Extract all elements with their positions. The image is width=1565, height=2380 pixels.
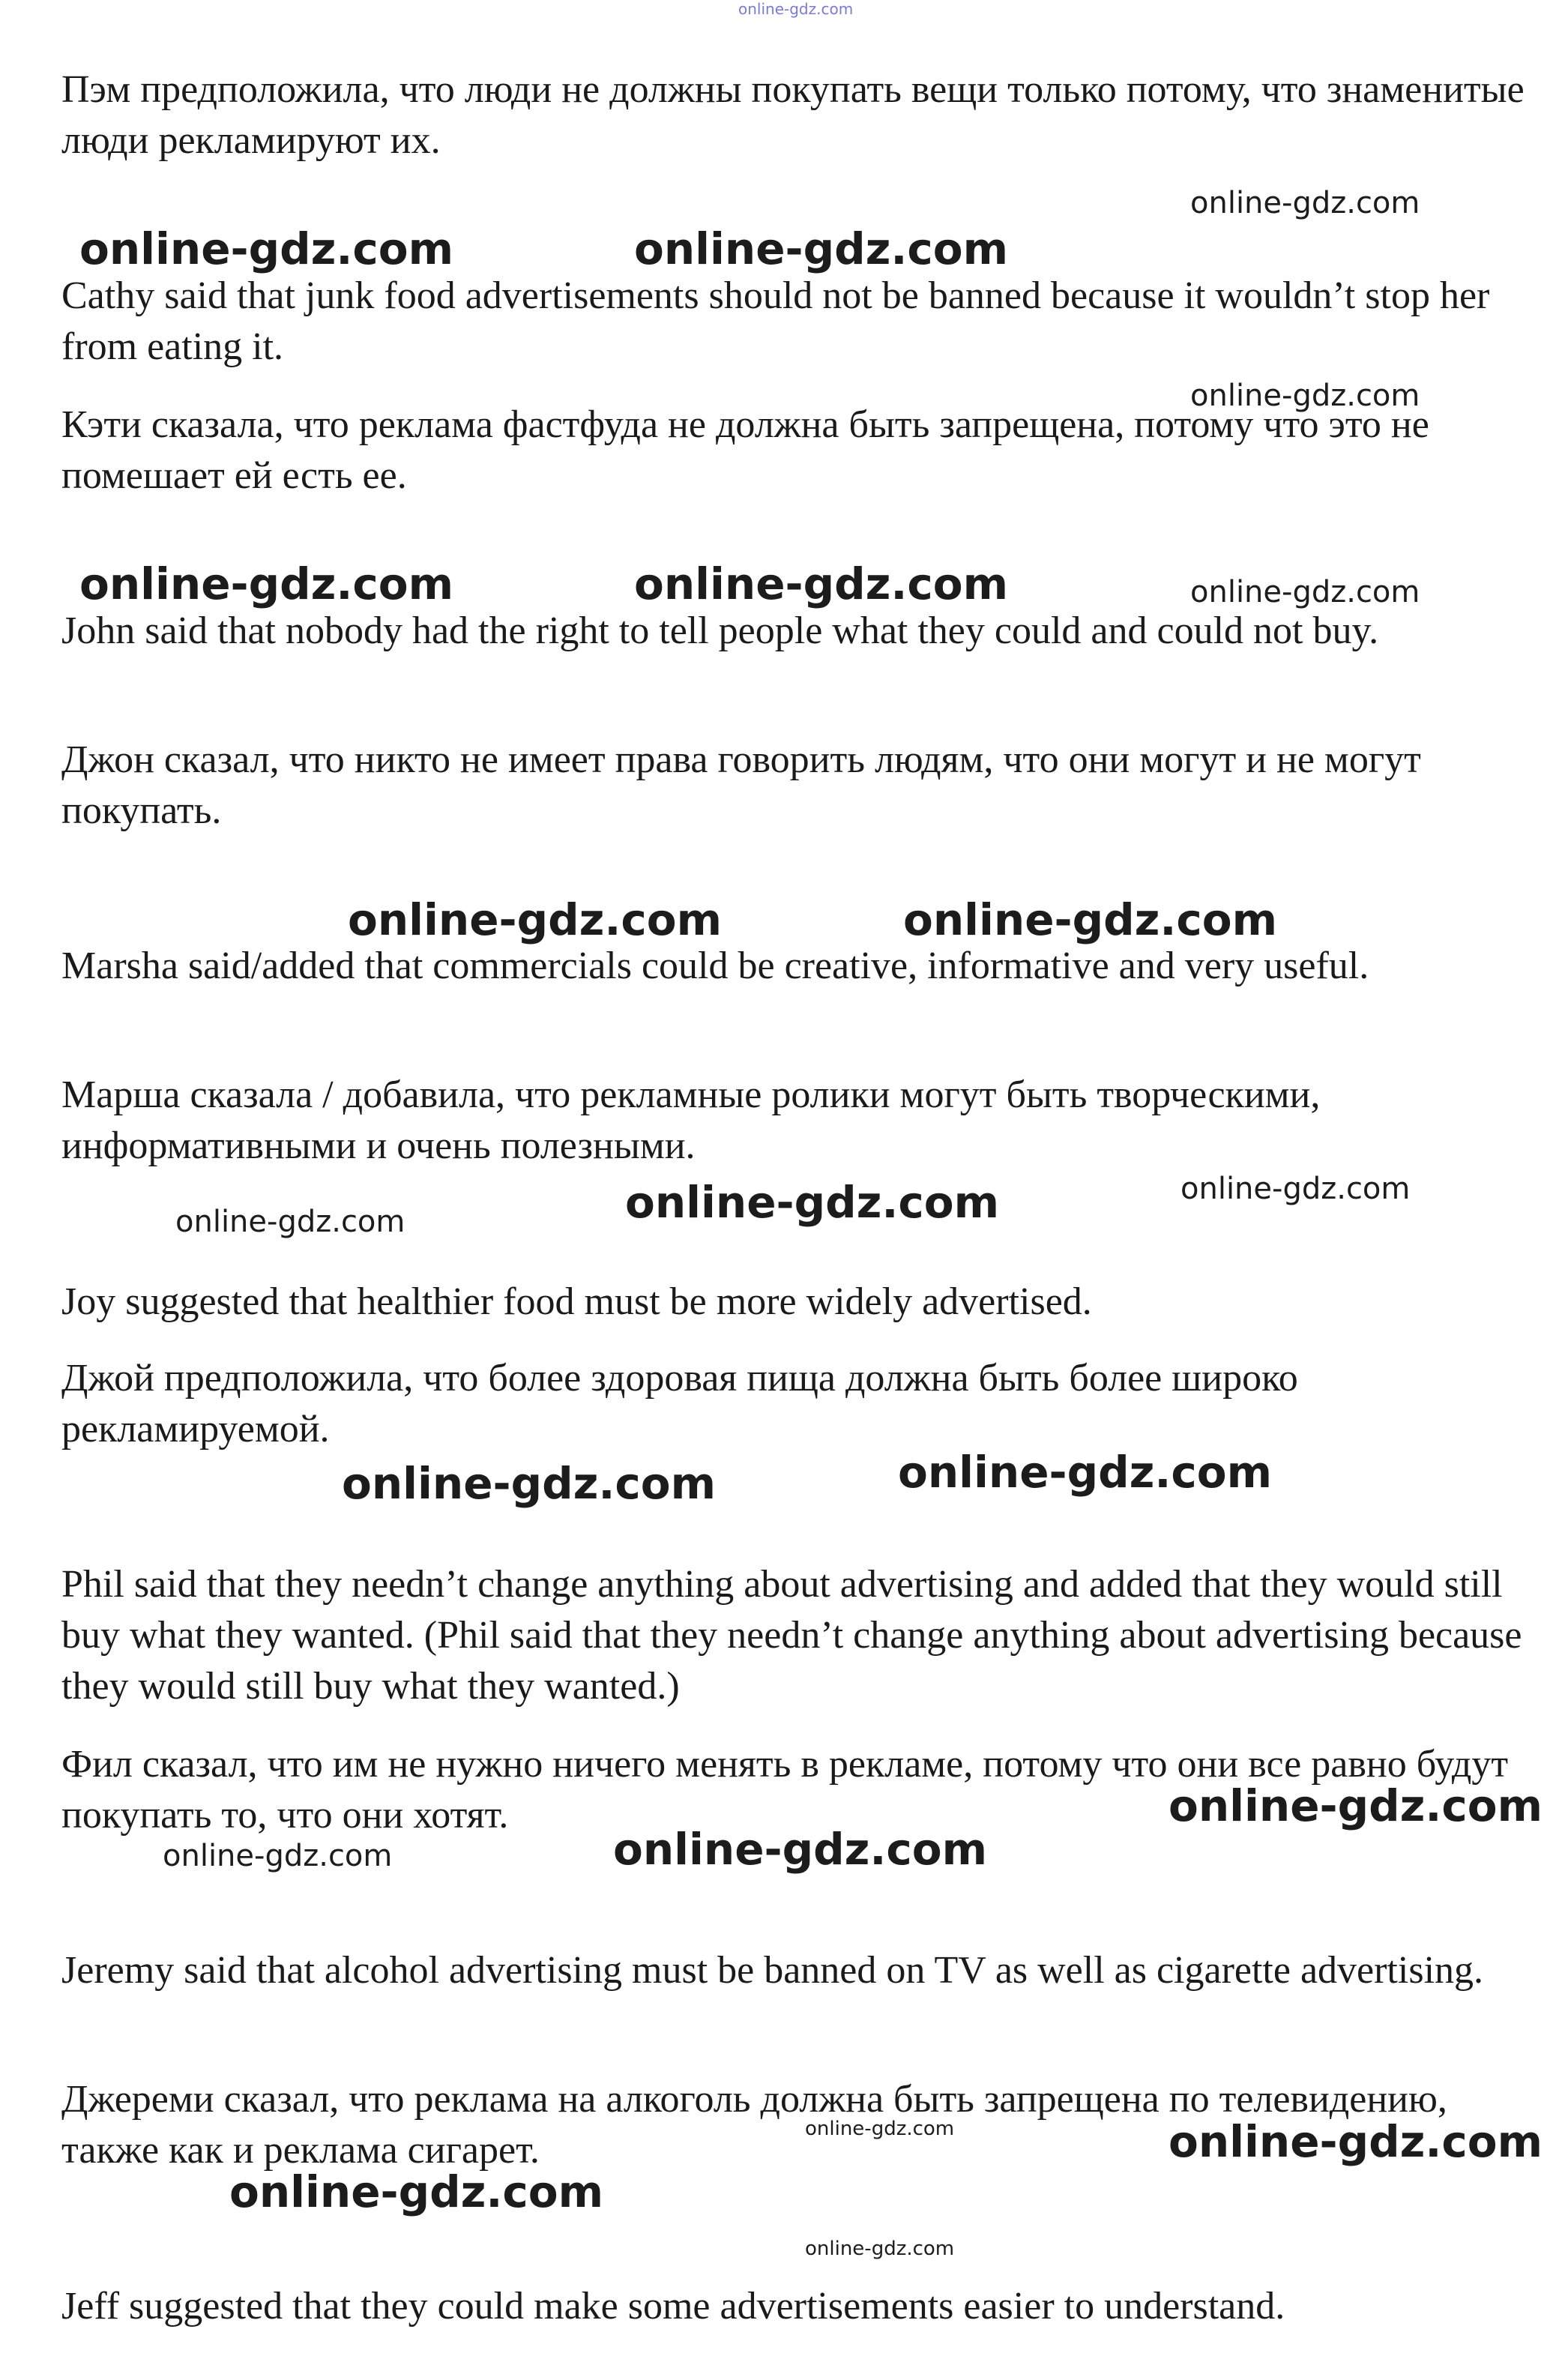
paragraph-jeremy-en: Jeremy said that alcohol advertising must be banned on TV as well as cigarette advertising. (61, 1949, 1484, 1992)
top-watermark: online-gdz.com (738, 0, 854, 18)
watermark: online-gdz.com (1190, 575, 1420, 609)
paragraph-cathy-ru: Кэти сказала, что реклама фастфуда не должна быть запрещена, потому что это не помешает ей есть ее. (61, 403, 1429, 497)
watermark: online-gdz.com (634, 223, 1009, 274)
watermark: online-gdz.com (1169, 2116, 1543, 2167)
watermark: online-gdz.com (613, 1824, 988, 1875)
paragraph-phil-en: Phil said that they needn’t change anything about advertising and added that they would still buy what they wanted. (Phil said that they needn’t change anything about advertising because they would still buy what they wanted.) (61, 1563, 1522, 1708)
paragraph-pam-ru: Пэм предположила, что люди не должны покупать вещи только потому, что знаменитые люди рекламируют их. (61, 68, 1525, 162)
paragraph-marsha-en: Marsha said/added that commercials could be creative, informative and very useful. (61, 945, 1369, 987)
watermark: online-gdz.com (805, 2118, 955, 2140)
paragraph-joy-en: Joy suggested that healthier food must be more widely advertised. (61, 1280, 1092, 1323)
watermark: online-gdz.com (1180, 1172, 1411, 1206)
watermark: online-gdz.com (348, 894, 723, 945)
watermark: online-gdz.com (903, 894, 1278, 945)
watermark: online-gdz.com (1169, 1780, 1543, 1831)
paragraph-cathy-en: Cathy said that junk food advertisements should not be banned because it wouldn’t stop her from eating it. (61, 274, 1490, 368)
watermark: online-gdz.com (625, 1177, 1000, 1228)
watermark: online-gdz.com (175, 1205, 405, 1239)
paragraph-john-ru: Джон сказал, что никто не имеет права говорить людям, что они могут и не могут покупать. (61, 738, 1421, 832)
watermark: online-gdz.com (342, 1458, 717, 1509)
paragraph-marsha-ru: Марша сказала / добавила, что рекламные ролики могут быть творческими, информативными и очень полезными. (61, 1073, 1321, 1167)
watermark: online-gdz.com (1190, 186, 1420, 220)
watermark: online-gdz.com (229, 2166, 604, 2217)
watermark: online-gdz.com (898, 1447, 1273, 1498)
paragraph-jeremy-ru: Джереми сказал, что реклама на алкоголь должна быть запрещена по телевидению, также как и реклама сигарет. (61, 2078, 1447, 2172)
paragraph-john-en: John said that nobody had the right to tell people what they could and could not buy. (61, 609, 1379, 652)
paragraph-jeff-en: Jeff suggested that they could make some advertisements easier to understand. (61, 2285, 1285, 2328)
watermark: online-gdz.com (1190, 379, 1420, 413)
watermark: online-gdz.com (634, 558, 1009, 609)
watermark: online-gdz.com (805, 2238, 955, 2260)
watermark: online-gdz.com (79, 223, 454, 274)
watermark: online-gdz.com (79, 558, 454, 609)
watermark: online-gdz.com (163, 1839, 393, 1873)
paragraph-joy-ru: Джой предположила, что более здоровая пища должна быть более широко рекламируемой. (61, 1357, 1298, 1450)
paragraph-phil-ru: Фил сказал, что им не нужно ничего менять в рекламе, потому что они все равно будут покупать то, что они хотят. (61, 1743, 1509, 1837)
